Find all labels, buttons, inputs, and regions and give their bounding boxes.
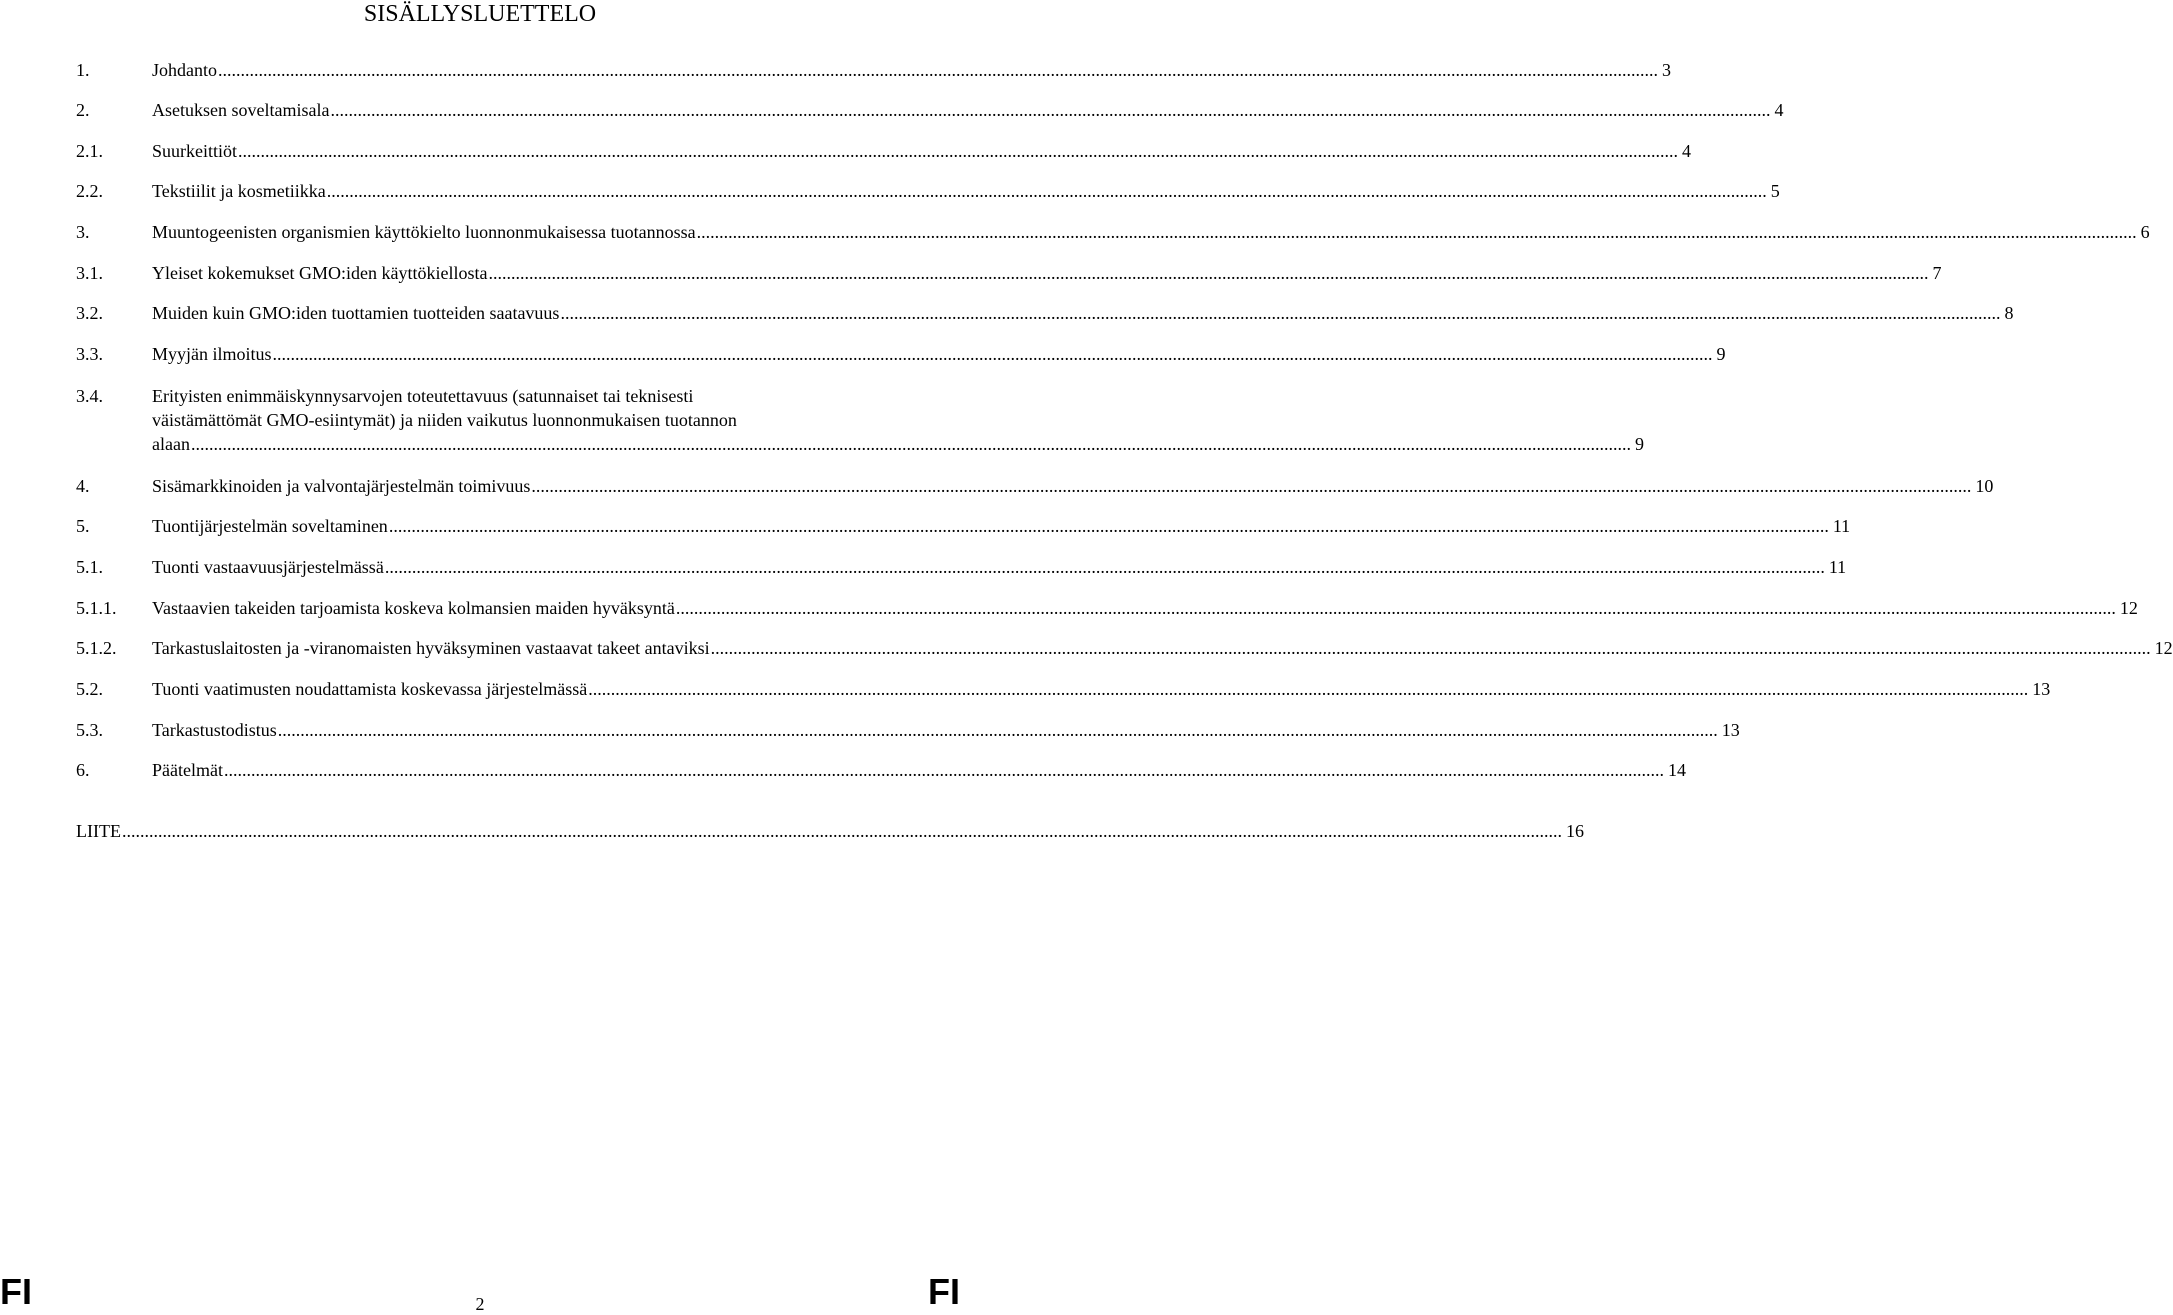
toc-entry-title: LIITE — [76, 821, 121, 841]
toc-entry-page: 14 — [1667, 760, 1686, 780]
toc-entry-page: 6 — [2140, 222, 2150, 242]
toc-entry-title: Asetuksen soveltamisala — [152, 100, 330, 120]
toc-entry-title-line: Erityisten enimmäiskynnysarvojen toteutettavuus (satunnaiset tai teknisesti — [152, 386, 694, 406]
dot-leader — [122, 819, 1562, 843]
toc-entry-title: Yleiset kokemukset GMO:iden käyttökiellosta — [152, 263, 488, 283]
footer-language-mark-right: FI — [928, 1271, 960, 1312]
dot-leader — [711, 636, 2151, 660]
toc-entry-title-line: väistämättömät GMO-esiintymät) ja niiden vaikutus luonnonmukaisen tuotannon — [152, 410, 737, 430]
toc-entry[interactable] — [76, 139, 1691, 163]
toc-entry-page: 7 — [1932, 263, 1942, 283]
toc-entry-number: 3.1. — [76, 263, 103, 283]
toc-entry[interactable] — [76, 342, 1726, 366]
toc-entry[interactable] — [76, 718, 1740, 742]
toc-entry-page: 13 — [1721, 720, 1740, 740]
toc-entry-page: 3 — [1662, 60, 1671, 80]
toc-entry-number: 2. — [76, 100, 90, 120]
toc-entry-number: 6. — [76, 760, 90, 780]
toc-entry-title: Muuntogeenisten organismien käyttökielto luonnonmukaisessa tuotannossa — [152, 222, 696, 242]
toc-entry-title: Muiden kuin GMO:iden tuottamien tuotteiden saatavuus — [152, 303, 560, 323]
toc-entry-title: Johdanto — [152, 60, 217, 80]
toc-entry[interactable] — [76, 677, 2051, 701]
dot-leader — [697, 220, 2137, 244]
toc-entry-page: 13 — [2032, 679, 2051, 699]
toc-entry[interactable] — [76, 220, 2150, 244]
toc-entry-title: Tarkastuslaitosten ja -viranomaisten hyväksyminen vastaavat takeet antaviksi — [152, 638, 710, 658]
dot-leader — [488, 261, 1928, 285]
toc-entry-page: 4 — [1774, 100, 1784, 120]
toc-entry[interactable] — [76, 179, 1780, 203]
toc-entry-title: Tuontijärjestelmän soveltaminen — [152, 516, 388, 536]
toc-entry-title: Tekstiilit ja kosmetiikka — [152, 181, 326, 201]
dot-leader — [278, 718, 1718, 742]
dot-leader — [327, 179, 1767, 203]
toc-entry-title: Tuonti vaatimusten noudattamista koskevassa järjestelmässä — [152, 679, 588, 699]
toc-entry[interactable] — [76, 301, 2014, 325]
toc-entry-page: 11 — [1832, 516, 1851, 536]
dot-leader — [273, 342, 1713, 366]
toc-entry-number: 2.1. — [76, 141, 103, 161]
toc-entry-number: 3.4. — [76, 386, 103, 406]
toc-entry[interactable] — [76, 474, 1994, 498]
toc-entry-title: Myyjän ilmoitus — [152, 344, 272, 364]
toc-entry-page: 12 — [2154, 638, 2173, 658]
toc-entry-title: Suurkeittiöt — [152, 141, 237, 161]
toc-entry-number: 3. — [76, 222, 90, 242]
toc-entry-title: Tuonti vastaavuusjärjestelmässä — [152, 557, 384, 577]
toc-entry-page: 16 — [1565, 821, 1584, 841]
dot-leader — [224, 758, 1664, 782]
toc-entry-page: 12 — [2119, 598, 2138, 618]
toc-entry-page: 5 — [1770, 181, 1780, 201]
page-number: 2 — [475, 1294, 485, 1314]
toc-entry-title: Sisämarkkinoiden ja valvontajärjestelmän toimivuus — [152, 476, 531, 496]
toc-entry[interactable] — [76, 384, 1644, 456]
toc-entry-number: 3.2. — [76, 303, 103, 323]
dot-leader — [218, 58, 1658, 82]
page-title: SISÄLLYSLUETTELO — [363, 1, 597, 27]
toc-entry[interactable] — [76, 555, 1847, 579]
toc-entry[interactable] — [76, 596, 2138, 620]
toc-entry[interactable] — [76, 636, 2173, 660]
toc-entry-page: 8 — [2004, 303, 2014, 323]
dot-leader — [676, 596, 2116, 620]
toc-entry-page: 11 — [1828, 557, 1847, 577]
toc-entry[interactable] — [76, 58, 1671, 82]
toc-entry-number: 2.2. — [76, 181, 103, 201]
toc-entry[interactable] — [76, 98, 1784, 122]
toc-entry-number: 5.1.2. — [76, 638, 117, 658]
toc-entry-page: 4 — [1682, 141, 1691, 161]
toc-entry-page: 9 — [1634, 434, 1644, 454]
dot-leader — [238, 139, 1678, 163]
dot-leader — [385, 555, 1825, 579]
dot-leader — [330, 98, 1770, 122]
toc-entry[interactable] — [76, 758, 1686, 782]
toc-entry-number: 1. — [76, 60, 90, 80]
toc-entry-page: 9 — [1716, 344, 1726, 364]
toc-entry[interactable] — [76, 261, 1942, 285]
dot-leader — [588, 677, 2028, 701]
toc-entry-title: Tarkastustodistus — [152, 720, 277, 740]
toc-entry[interactable] — [76, 514, 1851, 538]
toc-entry-number: 5.1.1. — [76, 598, 117, 618]
dot-leader — [389, 514, 1829, 538]
toc-entry-number: 5.1. — [76, 557, 103, 577]
toc-entry-title: Päätelmät — [152, 760, 223, 780]
toc-entry-appendix[interactable] — [76, 819, 1584, 843]
dot-leader — [191, 432, 1631, 456]
toc-entry-number: 4. — [76, 476, 90, 496]
toc-entry-number: 3.3. — [76, 344, 103, 364]
toc-entry-title: alaan — [152, 434, 190, 454]
dot-leader — [560, 301, 2000, 325]
toc-entry-page: 10 — [1975, 476, 1994, 496]
dot-leader — [531, 474, 1971, 498]
toc-entry-title: Vastaavien takeiden tarjoamista koskeva kolmansien maiden hyväksyntä — [152, 598, 675, 618]
toc-entry-number: 5.2. — [76, 679, 103, 699]
toc-entry-number: 5. — [76, 516, 90, 536]
toc-entry-number: 5.3. — [76, 720, 103, 740]
footer-language-mark-left: FI — [0, 1271, 32, 1312]
